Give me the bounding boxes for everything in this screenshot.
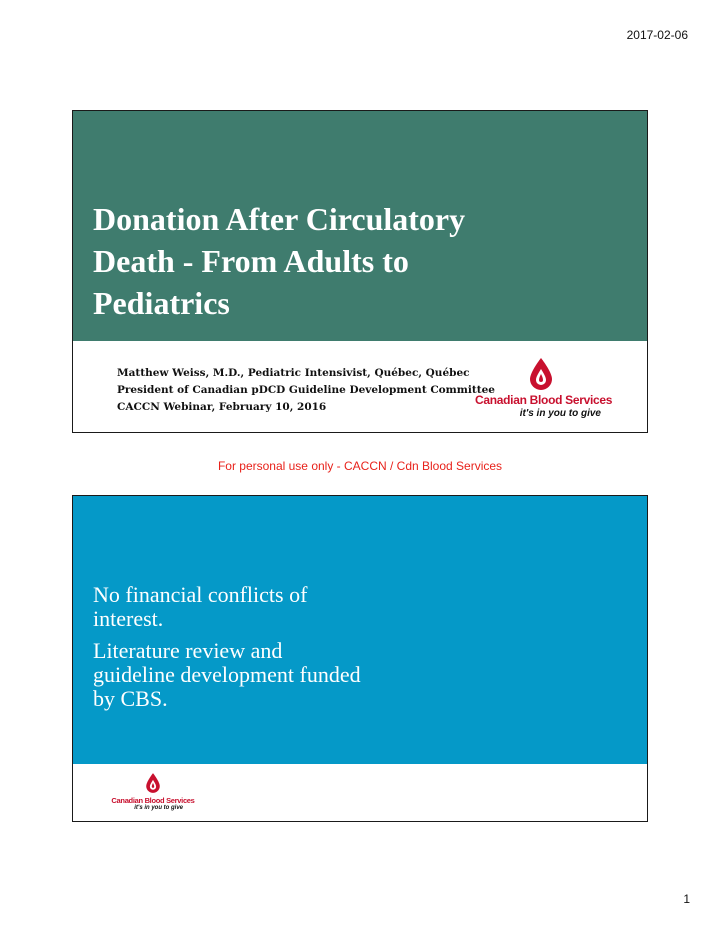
- disclosure-line: by CBS.: [93, 686, 168, 711]
- title-slide: [72, 110, 648, 433]
- logo-tagline: it's in you to give: [134, 805, 183, 811]
- event-line: CACCN Webinar, February 10, 2016: [117, 401, 327, 413]
- slide-subtitle: [117, 365, 517, 416]
- page-date: 2017-02-06: [626, 28, 688, 42]
- disclosure-body: [93, 583, 473, 719]
- disclosure-line: Literature review and: [93, 638, 283, 663]
- slide-title-line: Pediatrics: [93, 285, 230, 321]
- slide-title: [93, 198, 553, 324]
- role-line: President of Canadian pDCD Guideline Development Committee: [117, 384, 495, 396]
- disclosure-slide: [72, 495, 648, 822]
- logo-tagline: it's in you to give: [519, 408, 601, 419]
- usage-notice: For personal use only - CACCN / Cdn Blood Services: [217, 459, 503, 473]
- disclosure-line: interest.: [93, 606, 164, 631]
- disclosure-line: No financial conflicts of: [93, 582, 308, 607]
- slide-title-line: Donation After Circulatory: [93, 201, 466, 237]
- cbs-logo: [475, 357, 613, 421]
- logo-brand-text: Canadian Blood Services: [475, 393, 613, 407]
- blood-drop-icon: [145, 772, 161, 794]
- disclosure-line: guideline development funded: [93, 662, 361, 687]
- page-number: 1: [683, 892, 690, 906]
- blood-drop-icon: [528, 357, 554, 391]
- slide-title-line: Death - From Adults to: [93, 243, 409, 279]
- logo-brand-text: Canadian Blood Services: [111, 796, 195, 805]
- disclosure-paragraph: [93, 583, 473, 631]
- cbs-logo-small: [111, 772, 195, 814]
- disclosure-paragraph: [93, 639, 473, 711]
- presenter-line: Matthew Weiss, M.D., Pediatric Intensivist, Québec, Québec: [117, 367, 470, 379]
